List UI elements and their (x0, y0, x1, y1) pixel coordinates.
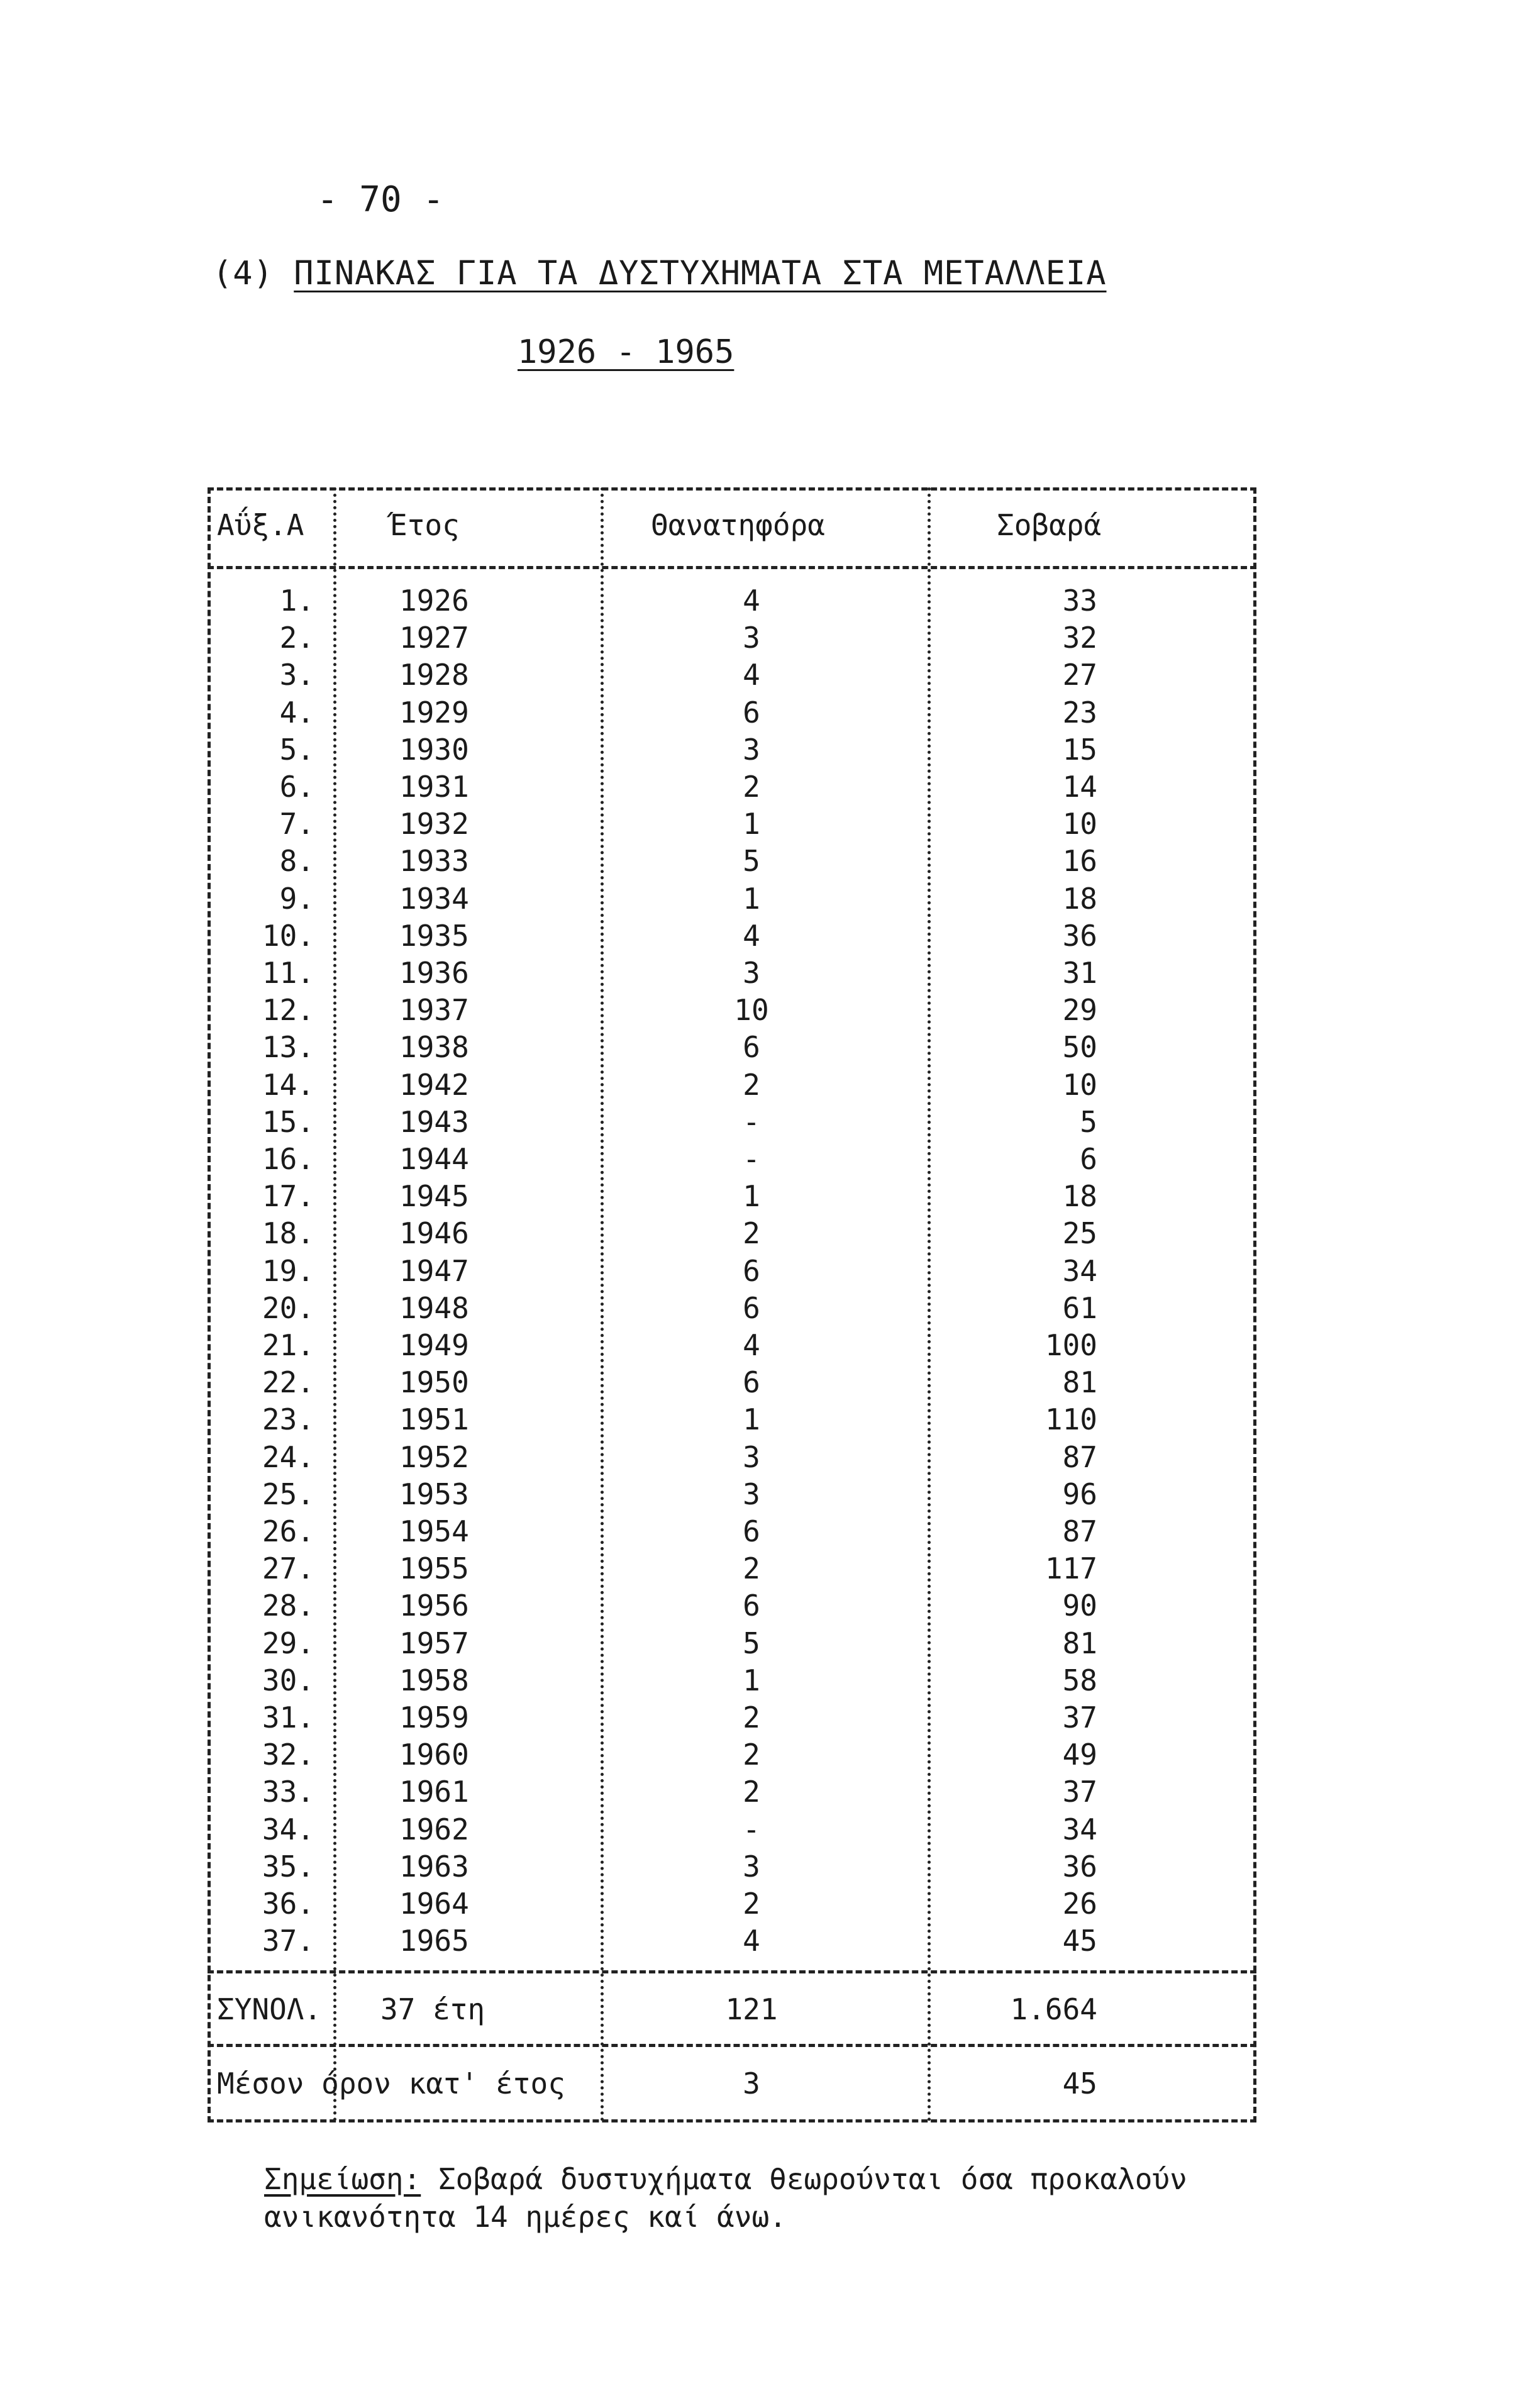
row-index: 15. (262, 1105, 314, 1139)
row-serious: 32 (1062, 621, 1097, 655)
row-serious: 34 (1062, 1254, 1097, 1288)
total-years: 37 έτη (380, 1992, 485, 2026)
row-index: 35. (262, 1850, 314, 1884)
row-year: 1958 (399, 1663, 469, 1697)
average-fatal: 3 (743, 2067, 760, 2100)
row-index: 17. (262, 1179, 314, 1213)
row-index: 16. (262, 1142, 314, 1176)
row-serious: 18 (1062, 882, 1097, 916)
row-fatal: - (743, 1105, 760, 1139)
row-fatal: 3 (743, 1477, 760, 1511)
header-divider (208, 566, 1256, 569)
row-year: 1956 (399, 1589, 469, 1623)
row-serious: 10 (1062, 807, 1097, 841)
average-divider (208, 2044, 1256, 2047)
row-serious: 96 (1062, 1477, 1097, 1511)
row-index: 14. (262, 1068, 314, 1102)
row-serious: 117 (1045, 1551, 1097, 1585)
row-year: 1948 (399, 1291, 469, 1325)
row-index: 12. (262, 993, 314, 1027)
row-serious: 37 (1062, 1775, 1097, 1809)
row-year: 1928 (399, 658, 469, 692)
row-serious: 23 (1062, 696, 1097, 730)
total-label: ΣΥΝΟΛ. (217, 1992, 322, 2026)
row-fatal: 2 (743, 1551, 760, 1585)
row-serious: 27 (1062, 658, 1097, 692)
row-serious: 15 (1062, 733, 1097, 767)
page-number: - 70 - (316, 179, 445, 220)
row-year: 1946 (399, 1216, 469, 1250)
row-serious: 81 (1062, 1365, 1097, 1399)
row-index: 33. (262, 1775, 314, 1809)
row-index: 4. (279, 696, 314, 730)
row-serious: 26 (1062, 1887, 1097, 1921)
row-index: 31. (262, 1701, 314, 1734)
row-index: 24. (262, 1440, 314, 1474)
row-serious: 58 (1062, 1663, 1097, 1697)
row-index: 9. (279, 882, 314, 916)
row-index: 11. (262, 956, 314, 990)
row-year: 1954 (399, 1514, 469, 1548)
row-serious: 36 (1062, 919, 1097, 953)
row-year: 1964 (399, 1887, 469, 1921)
row-fatal: 6 (743, 1589, 760, 1623)
row-fatal: - (743, 1812, 760, 1846)
row-fatal: 6 (743, 1365, 760, 1399)
header-serious: Σοβαρά (997, 508, 1102, 542)
row-index: 8. (279, 844, 314, 878)
row-index: 5. (279, 733, 314, 767)
row-fatal: 3 (743, 956, 760, 990)
row-fatal: 6 (743, 1030, 760, 1064)
row-fatal: 1 (743, 1179, 760, 1213)
row-serious: 37 (1062, 1701, 1097, 1734)
row-fatal: 4 (743, 919, 760, 953)
row-serious: 14 (1062, 770, 1097, 804)
row-fatal: 3 (743, 1440, 760, 1474)
column-divider (333, 487, 336, 2122)
row-year: 1932 (399, 807, 469, 841)
row-fatal: 5 (743, 1626, 760, 1660)
row-fatal: 4 (743, 1328, 760, 1362)
row-fatal: 6 (743, 1514, 760, 1548)
row-serious: 36 (1062, 1850, 1097, 1884)
row-index: 26. (262, 1514, 314, 1548)
row-serious: 45 (1062, 1924, 1097, 1958)
row-index: 3. (279, 658, 314, 692)
average-serious: 45 (1062, 2067, 1097, 2100)
row-fatal: 3 (743, 621, 760, 655)
row-index: 19. (262, 1254, 314, 1288)
row-year: 1957 (399, 1626, 469, 1660)
row-fatal: 4 (743, 658, 760, 692)
total-fatal: 121 (725, 1992, 778, 2026)
row-serious: 5 (1080, 1105, 1097, 1139)
row-index: 2. (279, 621, 314, 655)
row-index: 34. (262, 1812, 314, 1846)
row-index: 1. (279, 584, 314, 618)
row-fatal: 2 (743, 770, 760, 804)
row-fatal: 2 (743, 1887, 760, 1921)
row-fatal: 2 (743, 1775, 760, 1809)
row-year: 1943 (399, 1105, 469, 1139)
row-year: 1934 (399, 882, 469, 916)
row-index: 10. (262, 919, 314, 953)
row-fatal: 6 (743, 1254, 760, 1288)
title-text: ΠΙΝΑΚΑΣ ΓΙΑ ΤΑ ΔΥΣΤΥΧΗΜΑΤΑ ΣΤΑ ΜΕΤΑΛΛΕΙΑ (294, 255, 1107, 292)
row-serious: 33 (1062, 584, 1097, 618)
row-year: 1938 (399, 1030, 469, 1064)
row-index: 32. (262, 1738, 314, 1772)
header-fatal: Θανατηφόρα (651, 508, 825, 542)
row-index: 18. (262, 1216, 314, 1250)
row-fatal: 6 (743, 1291, 760, 1325)
row-serious: 87 (1062, 1440, 1097, 1474)
row-fatal: 1 (743, 1402, 760, 1436)
row-fatal: 3 (743, 733, 760, 767)
row-year: 1929 (399, 696, 469, 730)
row-year: 1945 (399, 1179, 469, 1213)
row-serious: 16 (1062, 844, 1097, 878)
row-year: 1944 (399, 1142, 469, 1176)
row-fatal: 4 (743, 584, 760, 618)
row-serious: 81 (1062, 1626, 1097, 1660)
row-year: 1937 (399, 993, 469, 1027)
table-title (213, 255, 1107, 292)
row-year: 1950 (399, 1365, 469, 1399)
row-serious: 90 (1062, 1589, 1097, 1623)
row-year: 1936 (399, 956, 469, 990)
row-index: 30. (262, 1663, 314, 1697)
row-fatal: 3 (743, 1850, 760, 1884)
row-fatal: 6 (743, 696, 760, 730)
total-serious: 1.664 (1010, 1992, 1097, 2026)
row-serious: 10 (1062, 1068, 1097, 1102)
footnote (264, 2160, 1333, 2236)
row-fatal: - (743, 1142, 760, 1176)
row-index: 6. (279, 770, 314, 804)
row-fatal: 2 (743, 1701, 760, 1734)
row-index: 27. (262, 1551, 314, 1585)
row-year: 1949 (399, 1328, 469, 1362)
row-year: 1959 (399, 1701, 469, 1734)
row-year: 1961 (399, 1775, 469, 1809)
row-fatal: 5 (743, 844, 760, 878)
row-serious: 25 (1062, 1216, 1097, 1250)
row-fatal: 1 (743, 882, 760, 916)
row-index: 36. (262, 1887, 314, 1921)
row-index: 21. (262, 1328, 314, 1362)
row-index: 29. (262, 1626, 314, 1660)
row-year: 1952 (399, 1440, 469, 1474)
row-serious: 34 (1062, 1812, 1097, 1846)
row-serious: 49 (1062, 1738, 1097, 1772)
average-label: Μέσον όρον κατ' έτος (217, 2067, 565, 2100)
row-index: 37. (262, 1924, 314, 1958)
row-year: 1930 (399, 733, 469, 767)
row-serious: 50 (1062, 1030, 1097, 1064)
row-serious: 31 (1062, 956, 1097, 990)
row-fatal: 2 (743, 1738, 760, 1772)
row-fatal: 1 (743, 1663, 760, 1697)
row-index: 20. (262, 1291, 314, 1325)
row-year: 1960 (399, 1738, 469, 1772)
row-serious: 18 (1062, 1179, 1097, 1213)
row-year: 1927 (399, 621, 469, 655)
row-year: 1951 (399, 1402, 469, 1436)
row-serious: 61 (1062, 1291, 1097, 1325)
header-year: Έτος (390, 508, 460, 542)
row-index: 28. (262, 1589, 314, 1623)
header-index: Αΰξ.Α (217, 508, 304, 542)
row-year: 1947 (399, 1254, 469, 1288)
row-year: 1931 (399, 770, 469, 804)
row-index: 23. (262, 1402, 314, 1436)
row-year: 1962 (399, 1812, 469, 1846)
row-fatal: 2 (743, 1068, 760, 1102)
row-fatal: 2 (743, 1216, 760, 1250)
row-year: 1935 (399, 919, 469, 953)
row-year: 1953 (399, 1477, 469, 1511)
row-year: 1963 (399, 1850, 469, 1884)
row-serious: 100 (1045, 1328, 1097, 1362)
footnote-label: Σημείωση: (264, 2162, 421, 2196)
row-fatal: 10 (734, 993, 769, 1027)
title-prefix: (4) (213, 255, 274, 292)
row-index: 22. (262, 1365, 314, 1399)
row-serious: 6 (1080, 1142, 1097, 1176)
total-divider (208, 1970, 1256, 1973)
year-range: 1926 - 1965 (518, 333, 734, 371)
row-serious: 29 (1062, 993, 1097, 1027)
row-index: 13. (262, 1030, 314, 1064)
row-year: 1965 (399, 1924, 469, 1958)
row-year: 1942 (399, 1068, 469, 1102)
row-serious: 87 (1062, 1514, 1097, 1548)
row-fatal: 4 (743, 1924, 760, 1958)
row-year: 1926 (399, 584, 469, 618)
row-fatal: 1 (743, 807, 760, 841)
row-year: 1955 (399, 1551, 469, 1585)
row-serious: 110 (1045, 1402, 1097, 1436)
row-index: 7. (279, 807, 314, 841)
row-index: 25. (262, 1477, 314, 1511)
row-year: 1933 (399, 844, 469, 878)
footnote-text: Σοβαρά δυστυχήματα θεωρούνται όσα προκαλούν ανικανότητα 14 ημέρες καί άνω. (264, 2162, 1187, 2234)
